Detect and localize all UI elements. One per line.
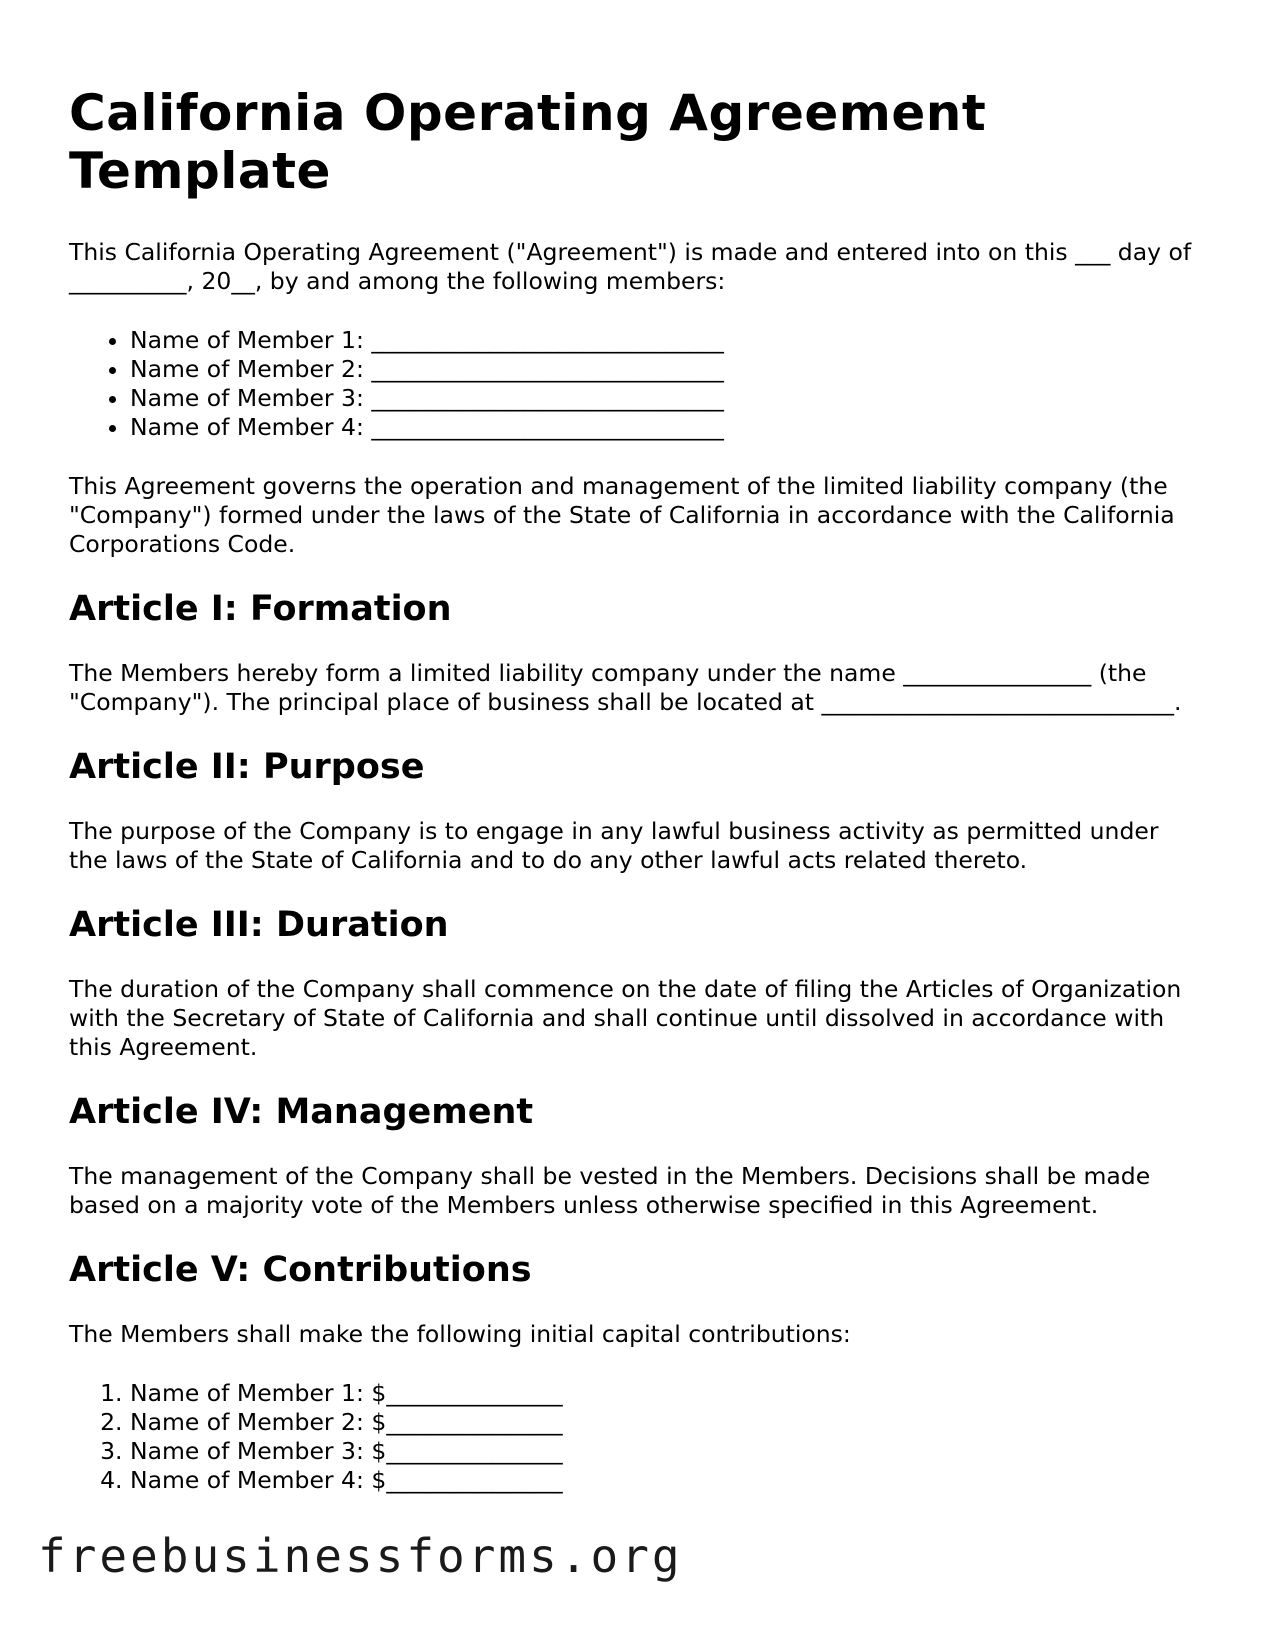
member-list-item: • Name of Member 1: ______________________________: [130, 326, 1194, 355]
intro-paragraph: This California Operating Agreement ("Agreement") is made and entered into on this ___ day of __________, 20__, by and among the following members:: [69, 238, 1192, 295]
document-page: [69, 84, 1194, 1525]
watermark-text: freebusinessforms.org: [38, 1529, 683, 1583]
article-text-formation: The Members hereby form a limited liability company under the name ________________ (the "Company"). The principal place of business shall be located at ______________________________.: [69, 659, 1182, 716]
article-heading-duration: Article III: Duration: [69, 905, 449, 945]
member-list: [69, 326, 1194, 442]
article-text-purpose: The purpose of the Company is to engage in any lawful business activity as permitted under the laws of the State of California and to do any other lawful acts related thereto.: [69, 817, 1159, 874]
page-title: California Operating Agreement Template: [69, 84, 987, 200]
contribution-list-item: 3. Name of Member 3: $_______________: [130, 1437, 1194, 1466]
article-text-duration: The duration of the Company shall commence on the date of filing the Articles of Organization with the Secretary of State of California and shall continue until dissolved in accordance with this Agreement.: [69, 975, 1182, 1061]
member-list-item: • Name of Member 4: ______________________________: [130, 413, 1194, 442]
contribution-list-item: 2. Name of Member 2: $_______________: [130, 1408, 1194, 1437]
article-heading-purpose: Article II: Purpose: [69, 747, 425, 787]
article-text-contributions: The Members shall make the following initial capital contributions:: [69, 1320, 851, 1348]
member-list-item: • Name of Member 3: ______________________________: [130, 384, 1194, 413]
article-heading-management: Article IV: Management: [69, 1092, 534, 1132]
article-heading-formation: Article I: Formation: [69, 589, 452, 629]
contribution-list: [69, 1379, 1194, 1495]
article-heading-contributions: Article V: Contributions: [69, 1250, 532, 1290]
governs-paragraph: This Agreement governs the operation and management of the limited liability company (the "Company") formed under the laws of the State of California in accordance with the California Corporations Code.: [69, 472, 1175, 558]
article-text-management: The management of the Company shall be vested in the Members. Decisions shall be made based on a majority vote of the Members unless otherwise specified in this Agreement.: [69, 1162, 1151, 1219]
contribution-list-item: 1. Name of Member 1: $_______________: [130, 1379, 1194, 1408]
member-list-item: • Name of Member 2: ______________________________: [130, 355, 1194, 384]
contribution-list-item: 4. Name of Member 4: $_______________: [130, 1466, 1194, 1495]
